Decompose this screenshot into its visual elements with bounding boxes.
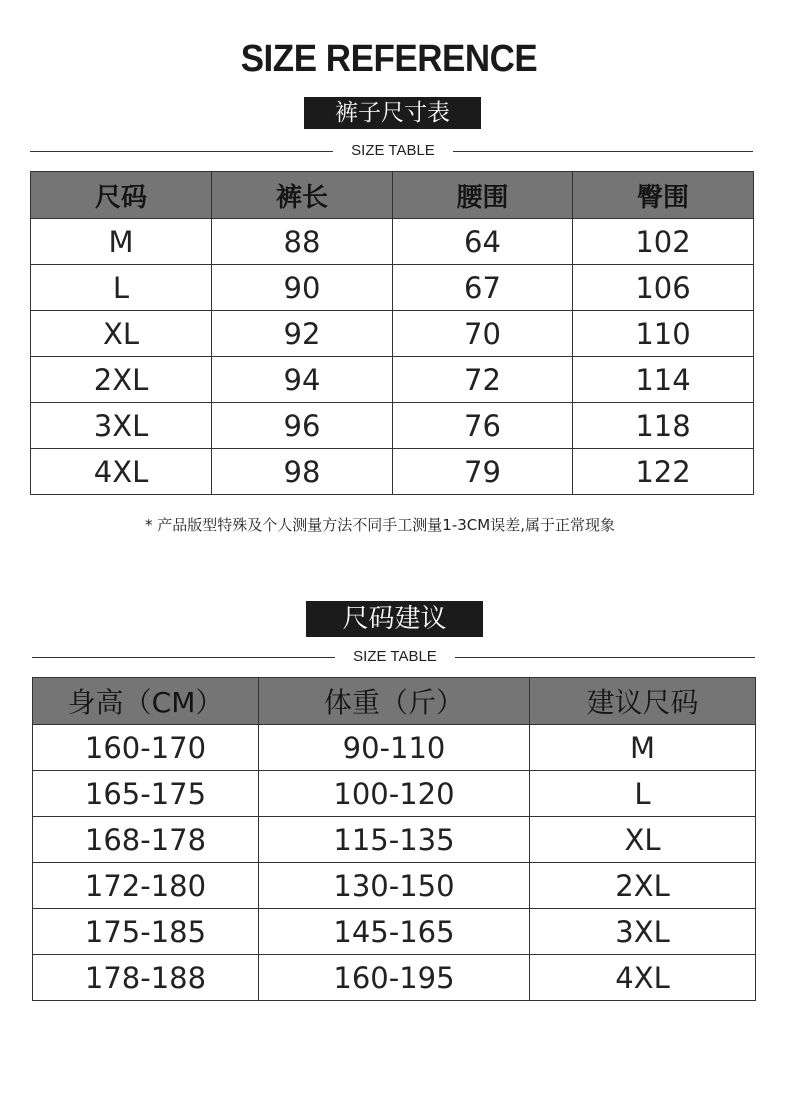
table-cell: 175-185 xyxy=(33,909,259,955)
table-row xyxy=(33,863,756,909)
table-row xyxy=(31,219,754,265)
table-cell: 2XL xyxy=(530,863,756,909)
table-cell: 115-135 xyxy=(259,817,530,863)
column-header-pants-length: 裤长 xyxy=(212,172,393,219)
table-cell: 168-178 xyxy=(33,817,259,863)
table-cell: 122 xyxy=(573,449,754,495)
column-header-height: 身高（CM） xyxy=(33,678,259,725)
size-recommendation-banner: 尺码建议 xyxy=(306,601,483,637)
table-cell: 94 xyxy=(212,357,393,403)
size-table-label: SIZE TABLE xyxy=(333,142,453,159)
table-cell: 67 xyxy=(393,265,573,311)
table-row xyxy=(33,817,756,863)
table-row xyxy=(33,771,756,817)
table-cell: XL xyxy=(530,817,756,863)
table-row xyxy=(33,909,756,955)
page-title: SIZE REFERENCE xyxy=(240,38,538,80)
table-cell: 118 xyxy=(573,403,754,449)
table-cell: 145-165 xyxy=(259,909,530,955)
table-cell: L xyxy=(31,265,212,311)
table-row xyxy=(33,725,756,771)
table-row xyxy=(31,265,754,311)
table-cell: 90 xyxy=(212,265,393,311)
column-header-recommended-size: 建议尺码 xyxy=(530,678,756,725)
table-cell: 130-150 xyxy=(259,863,530,909)
table-cell: 172-180 xyxy=(33,863,259,909)
table-cell: L xyxy=(530,771,756,817)
page-bottom-whitespace xyxy=(0,1001,790,1096)
table-cell: 88 xyxy=(212,219,393,265)
table-cell: 70 xyxy=(393,311,573,357)
table-row xyxy=(31,449,754,495)
table-cell: 100-120 xyxy=(259,771,530,817)
column-header-weight: 体重（斤） xyxy=(259,678,530,725)
table-cell: 165-175 xyxy=(33,771,259,817)
table-cell: 4XL xyxy=(31,449,212,495)
table-cell: 3XL xyxy=(530,909,756,955)
table-cell: 3XL xyxy=(31,403,212,449)
measurement-note: * 产品版型特殊及个人测量方法不同手工测量1-3CM误差,属于正常现象 xyxy=(145,516,615,534)
column-header-size: 尺码 xyxy=(31,172,212,219)
table-cell: 76 xyxy=(393,403,573,449)
table-header-row xyxy=(31,172,754,219)
size-table-label: SIZE TABLE xyxy=(335,648,455,665)
table-header-row xyxy=(33,678,756,725)
table-row xyxy=(31,403,754,449)
table-cell: 96 xyxy=(212,403,393,449)
table-row xyxy=(33,955,756,1001)
table-cell: 110 xyxy=(573,311,754,357)
table-cell: 4XL xyxy=(530,955,756,1001)
table-cell: 102 xyxy=(573,219,754,265)
table-cell: 106 xyxy=(573,265,754,311)
table-cell: XL xyxy=(31,311,212,357)
pants-size-table xyxy=(30,171,754,495)
column-header-hip: 臀围 xyxy=(573,172,754,219)
table-cell: 160-195 xyxy=(259,955,530,1001)
table-cell: 160-170 xyxy=(33,725,259,771)
table-row xyxy=(31,311,754,357)
table-cell: 64 xyxy=(393,219,573,265)
table-cell: 72 xyxy=(393,357,573,403)
column-header-waist: 腰围 xyxy=(393,172,573,219)
table-cell: 2XL xyxy=(31,357,212,403)
table-cell: 92 xyxy=(212,311,393,357)
pants-size-banner: 裤子尺寸表 xyxy=(304,97,481,129)
table-cell: 79 xyxy=(393,449,573,495)
table-cell: 114 xyxy=(573,357,754,403)
size-recommendation-table xyxy=(32,677,756,1001)
table-cell: 178-188 xyxy=(33,955,259,1001)
table-cell: 98 xyxy=(212,449,393,495)
table-cell: M xyxy=(31,219,212,265)
table-row xyxy=(31,357,754,403)
table-cell: 90-110 xyxy=(259,725,530,771)
table-cell: M xyxy=(530,725,756,771)
